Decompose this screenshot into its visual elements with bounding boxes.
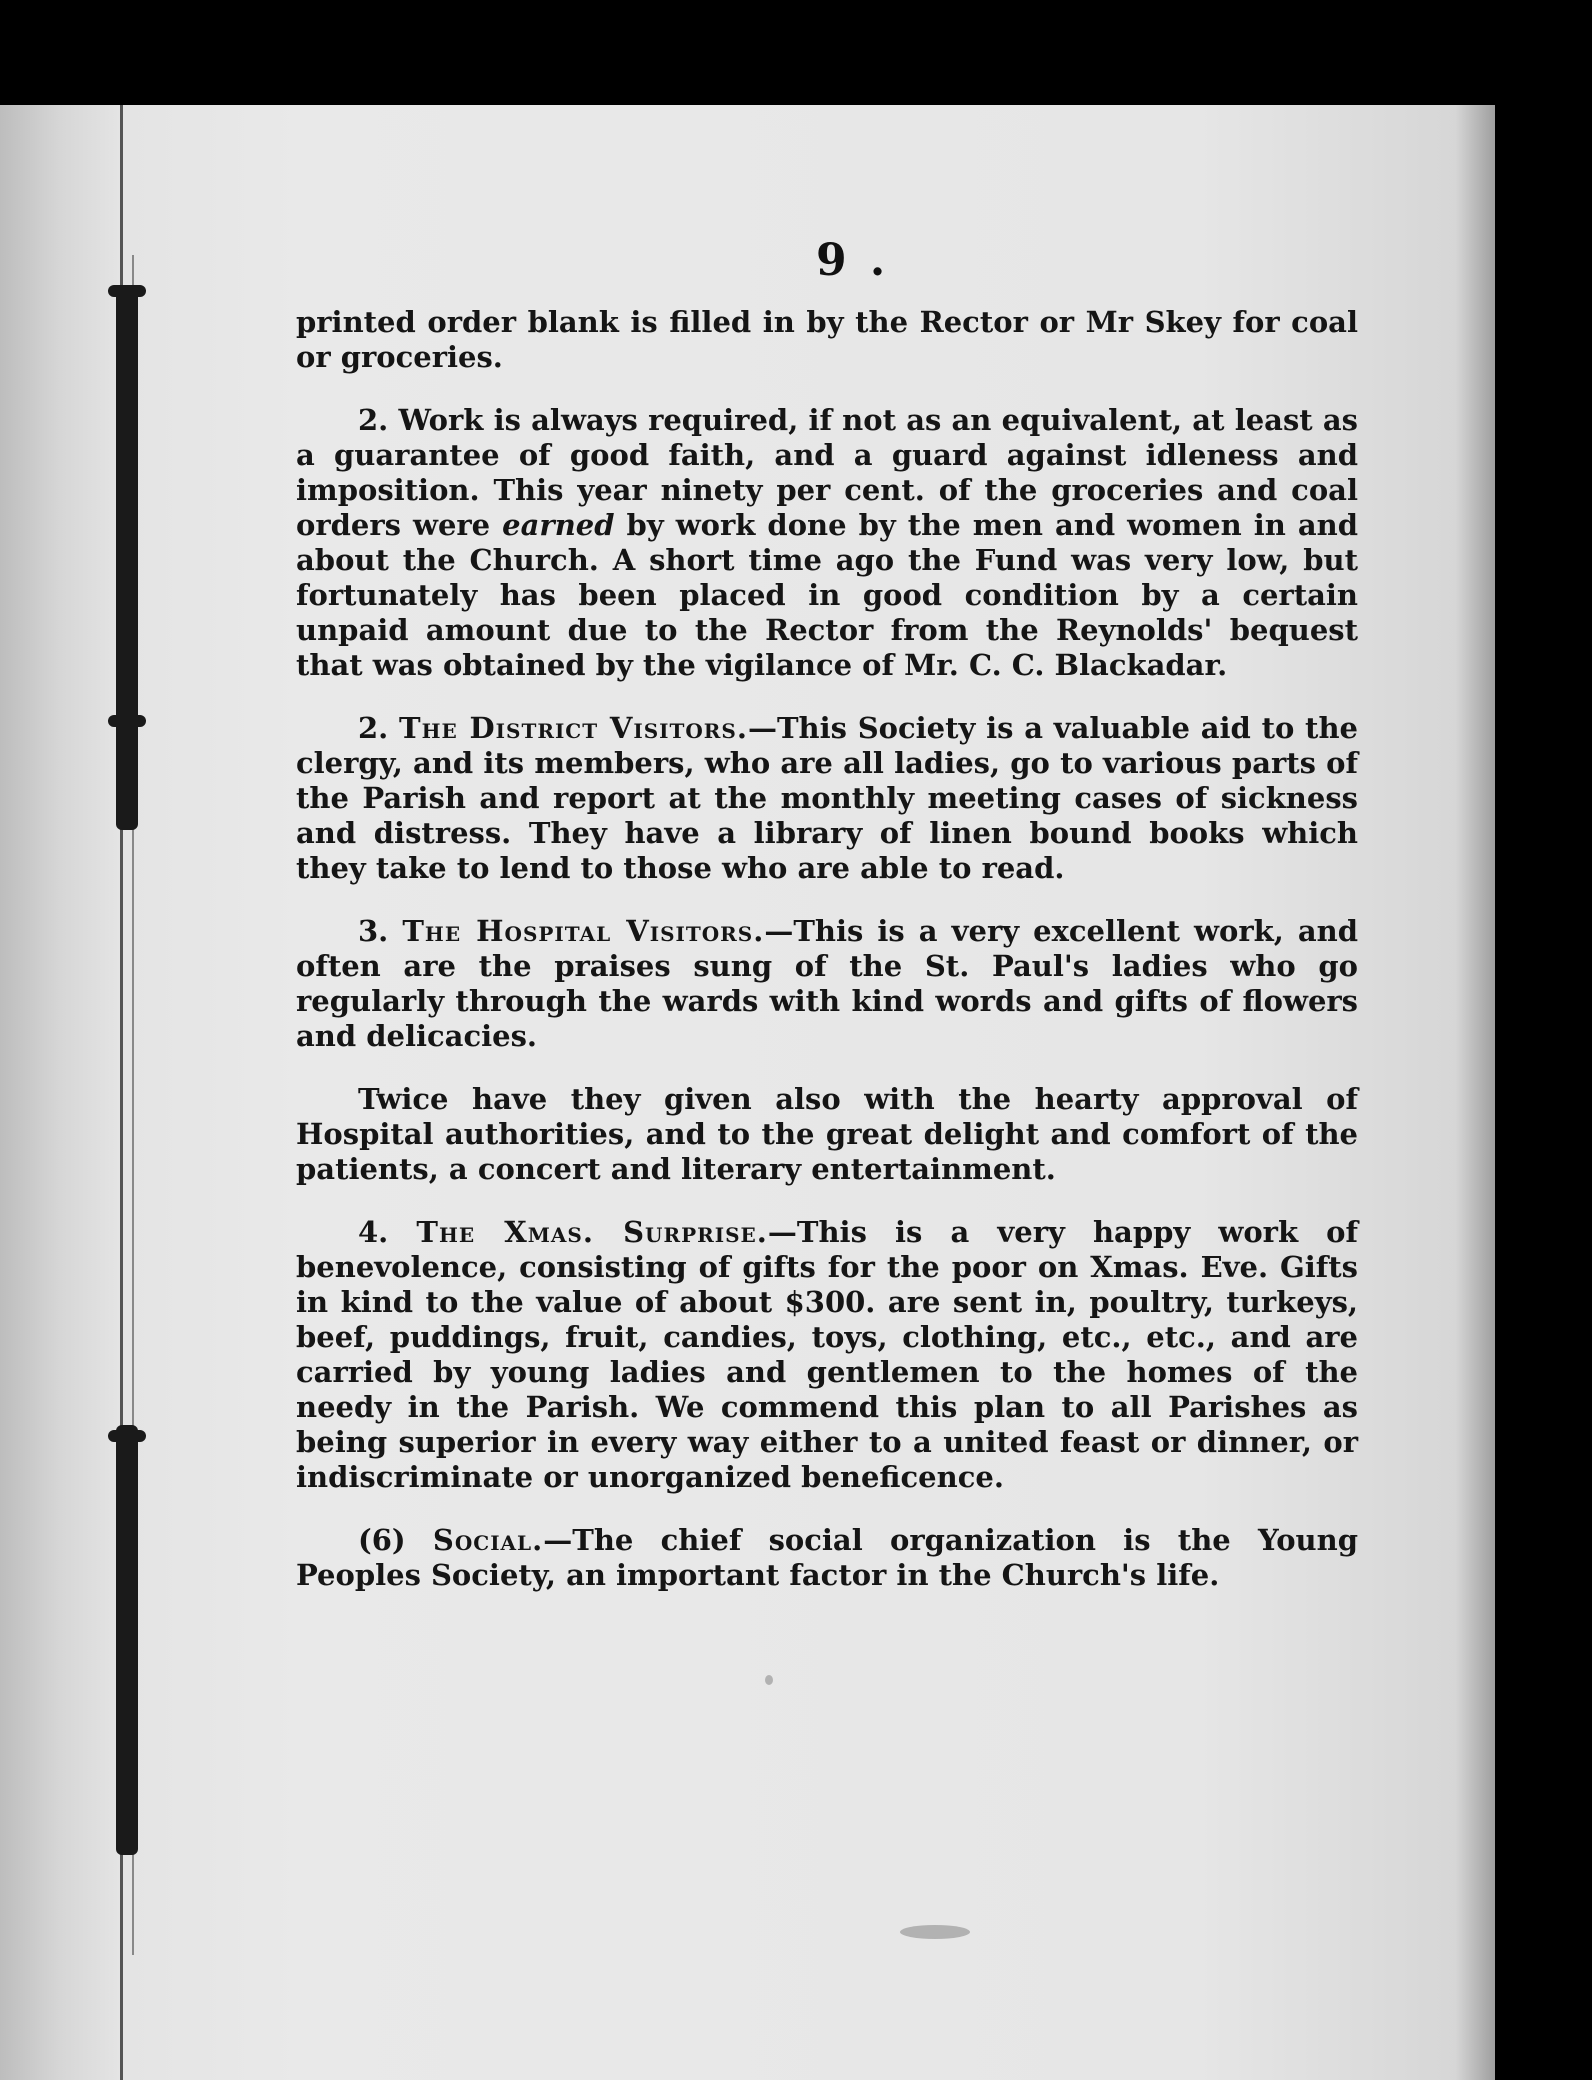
paragraph-district-visitors bbox=[296, 711, 1358, 886]
paragraph-text: —The chief social organization is the Young Peoples Society, an important factor in the Church's life. bbox=[296, 1523, 1358, 1592]
page-number: 9 . bbox=[816, 235, 890, 286]
section-heading: The Hospital Visitors. bbox=[402, 914, 765, 948]
paragraph-work-required bbox=[296, 403, 1358, 683]
paragraph-text: —This Society is a valuable aid to the clergy, and its members, who are all ladies, go to various parts of the Parish and report at the monthly meeting cases of sickness and distress. They have a library of linen bound books which they take to lend to those who are able to read. bbox=[296, 711, 1358, 885]
paragraph-text: —This is a very happy work of benevolence, consisting of gifts for the poor on Xmas. Eve. Gifts in kind to the value of about $300. are sent in, poultry, turkeys, beef, puddings, fruit, candies, toys, clothing, etc., etc., and are carried by young ladies and gentlemen to the homes of the needy in the Parish. We commend this plan to all Parishes as being superior in every way either to a united feast or dinner, or indiscriminate or unorganized beneficence. bbox=[296, 1215, 1358, 1494]
section-number: 4. bbox=[358, 1215, 389, 1249]
section-number: 3. bbox=[358, 914, 389, 948]
binding-stitch bbox=[116, 290, 138, 830]
section-heading: The District Visitors. bbox=[399, 711, 748, 745]
paragraph-text: —This is a very excellent work, and often are the praises sung of the St. Paul's ladies who go regularly through the wards with kind words and gifts of flowers and delicacies. bbox=[296, 914, 1359, 1053]
section-heading: The Xmas. Surprise. bbox=[416, 1215, 768, 1249]
paragraph-order-blank bbox=[296, 305, 1358, 375]
binding-stitch bbox=[108, 285, 146, 297]
page-edge-shadow bbox=[1455, 105, 1495, 2080]
binding-stitch bbox=[108, 715, 146, 727]
binding-stitch bbox=[108, 1430, 146, 1442]
paragraph-text: by work done by the men and women in and about the Church. A short time ago the Fund was very low, but fortunately has been placed in good condition by a certain unpaid amount due to the Rector from the Reynolds' bequest that was obtained by the vigilance of Mr. C. C. Blackadar. bbox=[296, 508, 1359, 682]
paragraph-text: printed order blank is filled in by the Rector or Mr Skey for coal or groceries. bbox=[296, 305, 1358, 374]
section-heading: Social. bbox=[432, 1523, 544, 1557]
section-number: (6) bbox=[358, 1523, 406, 1557]
paragraph-xmas-surprise bbox=[296, 1215, 1358, 1495]
paragraph-social bbox=[296, 1523, 1358, 1593]
emphasis-earned: earned bbox=[502, 508, 615, 542]
smudge-mark bbox=[765, 1675, 773, 1685]
paragraph-text: 2. Work is always required, if not as an equivalent, at least as a guarantee of good faith, and a guard against idleness and imposition. This year ninety per cent. of the groceries and coal orders were bbox=[296, 403, 1358, 542]
section-number: 2. bbox=[358, 711, 389, 745]
paragraph-text: Twice have they given also with the hearty approval of Hospital authorities, and to the great delight and comfort of the patients, a concert and literary entertainment. bbox=[296, 1082, 1358, 1186]
smudge-mark bbox=[900, 1925, 970, 1939]
page-body bbox=[296, 305, 1358, 1621]
paragraph-hospital-visitors bbox=[296, 914, 1358, 1054]
binding-stitch bbox=[116, 1425, 138, 1855]
paragraph-hospital-concert bbox=[296, 1082, 1358, 1187]
